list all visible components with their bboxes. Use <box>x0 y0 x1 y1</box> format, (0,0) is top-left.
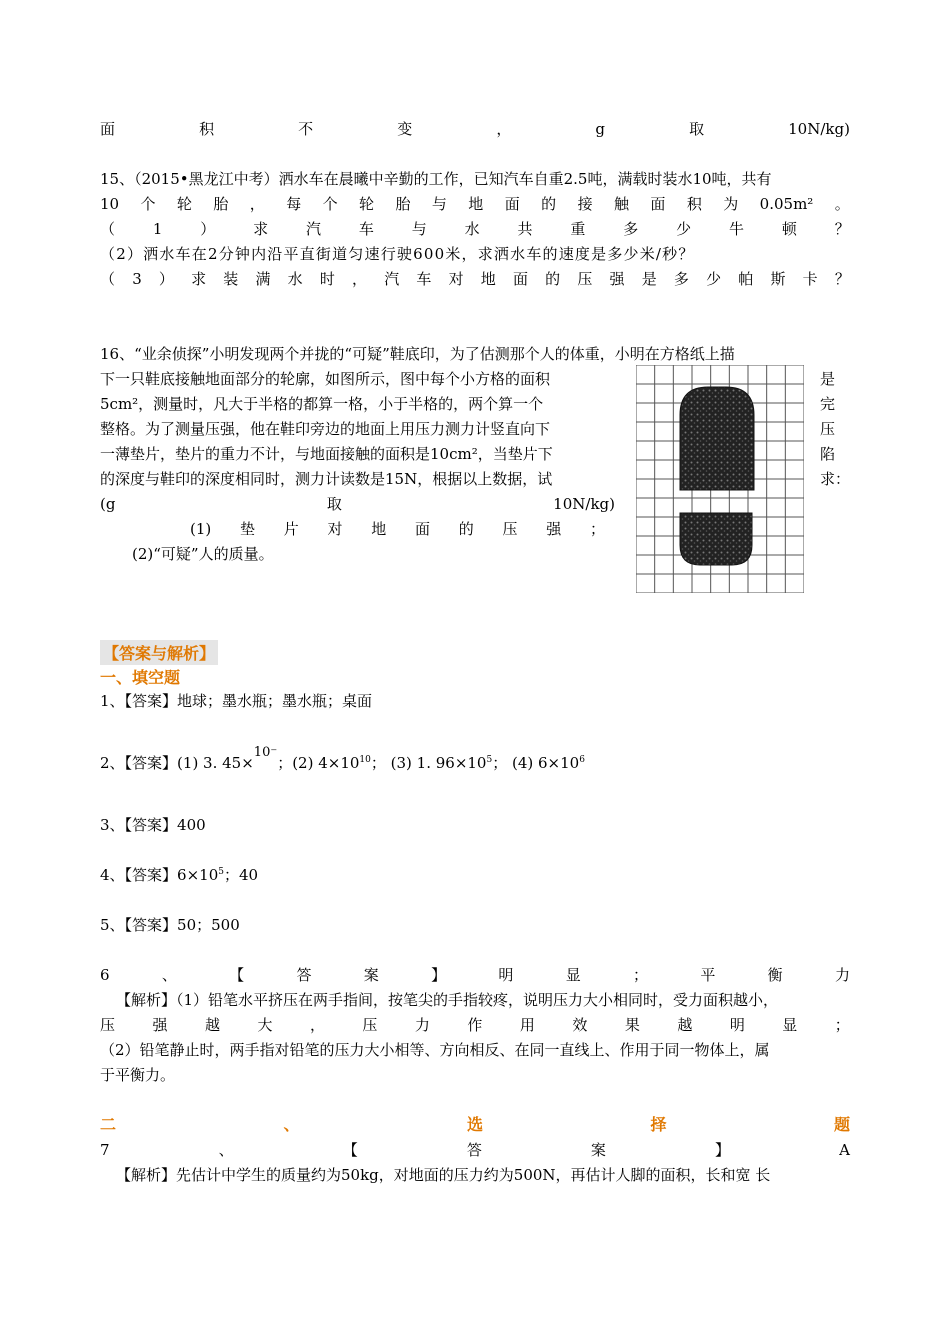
q16-sub1-token: 的 <box>458 520 474 538</box>
q15-line5-token: （ <box>100 270 116 288</box>
q15-line5 <box>100 269 850 289</box>
section2-token: 选 <box>466 1115 483 1134</box>
q15-line2-token: 积 <box>686 195 702 213</box>
q15-line4: （2）洒水车在2分钟内沿平直街道匀速行驶600米，求洒水车的速度是多少米/秒？ <box>100 245 695 263</box>
q16-sub1-token: 垫 <box>239 520 255 538</box>
q16-sub1 <box>190 519 605 539</box>
q16-g-token: 取 <box>326 495 342 513</box>
answer-6-explain-2-token: 强 <box>152 1016 168 1034</box>
q15-line2-token: 与 <box>431 195 447 213</box>
answer-6-token: 案 <box>363 966 379 984</box>
q15-line2-token: 轮 <box>176 195 192 213</box>
answer-6-explain-2-token: 显 <box>782 1016 798 1034</box>
answer-3: 3、【答案】400 <box>100 816 206 834</box>
q15-line5-token: 满 <box>255 270 271 288</box>
q15-line5-token: 车 <box>416 270 432 288</box>
q15-line5-token: 地 <box>480 270 496 288</box>
q16-row-left: 整格。为了测量压强，他在鞋印旁边的地面上用压力测力计竖直向下 <box>100 420 551 438</box>
section2-token: 二 <box>100 1115 117 1134</box>
q15-line2-token: 每 <box>286 195 302 213</box>
answer-6-explain-4: 于平衡力。 <box>100 1066 176 1084</box>
answer-7-token: 】 <box>715 1141 731 1159</box>
q15-line2-token: 地 <box>468 195 484 213</box>
q15-line2 <box>100 194 850 214</box>
q16-row-left: 的深度与鞋印的深度相同时，测力计读数是15N，根据以上数据，试 <box>100 470 553 488</box>
answer-6-explain-2-token: 明 <box>729 1016 745 1034</box>
answer-2: 2、【答案】(1) 3. 45×10⁻；(2) $4\times 10^{10}$； (3) 1. $96\times 10^5$； (4) $6\times 10^6$ <box>100 745 585 772</box>
q15-line3-token: ） <box>200 220 216 238</box>
q16-g-token: 10N/kg) <box>553 495 615 513</box>
q15-line2-token: ， <box>249 195 265 213</box>
answer-6-explain-2-token: 效 <box>572 1016 588 1034</box>
answer-6-token: 力 <box>834 966 850 984</box>
shoe-print-upper <box>680 387 754 490</box>
q16-line1: 16、“业余侦探”小明发现两个并拢的“可疑”鞋底印，为了估测那个人的体重，小明在方格纸上描 <box>100 345 735 363</box>
answer-7-line <box>100 1140 850 1160</box>
q15-line3-token: （ <box>100 220 116 238</box>
answer-6-explain-2-token: 力 <box>414 1016 430 1034</box>
q15-line2-token: 胎 <box>395 195 411 213</box>
q15-line3-token: 1 <box>152 220 163 238</box>
answer-6-explain-2-token: 压 <box>100 1016 116 1034</box>
answer-6-explain-2-token: 大 <box>257 1016 273 1034</box>
q15-line5-token: 求 <box>191 270 207 288</box>
q15-line5-token: 压 <box>577 270 593 288</box>
answer-6-explain-3: （2）铅笔静止时，两手指对铅笔的压力大小相等、方向相反、在同一直线上、作用于同一物体上，属 <box>100 1041 770 1059</box>
answer-6-explain-2-token: ， <box>309 1016 325 1034</box>
q15-line2-token: 面 <box>650 195 666 213</box>
q15-line2-token: 0.05m² <box>759 195 814 213</box>
q15-line5-token: 时 <box>319 270 335 288</box>
answer-6-explain-2-token: 越 <box>204 1016 220 1034</box>
q16-g-token: (g <box>100 495 116 513</box>
q15-line2-token: 接 <box>577 195 593 213</box>
q15-line3-token: 车 <box>358 220 374 238</box>
q16-sub1-token: (1) <box>190 520 212 538</box>
answer-6-token: 【 <box>229 966 245 984</box>
answer-6-token: 、 <box>161 966 177 984</box>
q16-sub1-token: ； <box>589 520 605 538</box>
answer-6-explain-2-token: 果 <box>624 1016 640 1034</box>
top-line <box>100 119 850 139</box>
q16-sub1-token: 地 <box>371 520 387 538</box>
q15-line5-token: ？ <box>834 270 850 288</box>
q15-line5-token: ） <box>158 270 174 288</box>
q15-line5-token: 斯 <box>770 270 786 288</box>
q15-line1: 15、（2015•黑龙江中考）洒水车在晨曦中辛勤的工作，已知汽车自重2.5吨，满载时装水10吨，共有 <box>100 170 772 188</box>
q15-line5-token: 的 <box>545 270 561 288</box>
answer-6-token: 6 <box>100 966 110 984</box>
answer-7-token: A <box>839 1141 850 1159</box>
top-line-token: 取 <box>689 120 705 138</box>
q15-line3-token: ？ <box>834 220 850 238</box>
q15-line3-token: 与 <box>411 220 427 238</box>
q15-line2-token: 胎 <box>213 195 229 213</box>
shoe-print-lower <box>680 513 752 565</box>
section2-token: 、 <box>283 1115 300 1134</box>
q16-sub1-token: 面 <box>414 520 430 538</box>
q15-line3-token: 牛 <box>729 220 745 238</box>
top-line-token: g <box>595 120 605 138</box>
answer-6-token: 显 <box>565 966 581 984</box>
answer-6-explain-2 <box>100 1015 850 1035</box>
q15-line2-token: 为 <box>723 195 739 213</box>
answer-6-explain-2-token: 作 <box>467 1016 483 1034</box>
answer-4: 4、【答案】$6\times 10^5$；40 <box>100 866 259 884</box>
answer-6-explain-2-token: 越 <box>677 1016 693 1034</box>
answer-6-token: 答 <box>296 966 312 984</box>
q16-row-left: 下一只鞋底接触地面部分的轮廓，如图所示，图中每个小方格的面积 <box>100 370 551 388</box>
answer-6-explain-2-token: 压 <box>362 1016 378 1034</box>
q16-row-left: 5cm²，测量时，凡大于半格的都算一格，小于半格的，两个算一个 <box>100 395 544 413</box>
answer-6-token: ； <box>633 966 649 984</box>
answer-section-tag: 【答案与解析】 <box>100 640 218 665</box>
top-line-token: 不 <box>298 120 314 138</box>
answer-7-explain: 【解析】先估计中学生的质量约为50kg，对地面的压力约为500N，再估计人脚的面积，长和宽 长 <box>116 1166 771 1184</box>
q15-line5-token: 3 <box>132 270 142 288</box>
q15-line5-token: 多 <box>673 270 689 288</box>
answer-5: 5、【答案】50；500 <box>100 916 240 934</box>
q16-row-right: 完 <box>820 395 836 413</box>
q15-line3 <box>100 219 850 239</box>
q16-row-right: 求： <box>820 470 851 488</box>
q16-row-right: 是 <box>820 370 836 388</box>
answer-6-token: 】 <box>431 966 447 984</box>
q16-sub1-token: 强 <box>546 520 562 538</box>
q15-line5-token: ， <box>352 270 368 288</box>
q16-sub1-token: 片 <box>283 520 299 538</box>
q15-line3-token: 汽 <box>306 220 322 238</box>
q16-sub1-token: 压 <box>502 520 518 538</box>
q16-sub1-token: 对 <box>327 520 343 538</box>
top-line-token: 面 <box>100 120 116 138</box>
top-line-token: ， <box>496 120 512 138</box>
q15-line3-token: 多 <box>623 220 639 238</box>
answer-6-token: 平 <box>700 966 716 984</box>
q15-line2-token: 面 <box>504 195 520 213</box>
answer-6-explain-1: 【解析】（1）铅笔水平挤压在两手指间，按笔尖的手指较疼，说明压力大小相同时，受力面积越小， <box>116 991 779 1009</box>
section2-heading <box>100 1115 850 1135</box>
answer-6-explain-2-token: 用 <box>519 1016 535 1034</box>
answer-7-token: 【 <box>342 1141 358 1159</box>
top-line-token: 10N/kg) <box>788 120 850 138</box>
answer-6-token: 明 <box>498 966 514 984</box>
q15-line2-token: 。 <box>834 195 850 213</box>
q15-line3-token: 求 <box>253 220 269 238</box>
q15-line5-token: 帕 <box>738 270 754 288</box>
q15-line5-token: 装 <box>223 270 239 288</box>
q15-line5-token: 对 <box>448 270 464 288</box>
q16-row-left: 一薄垫片，垫片的重力不计，与地面接触的面积是10cm²，当垫片下 <box>100 445 553 463</box>
shoe-print-grid-figure <box>636 365 804 593</box>
q15-line2-token: 的 <box>541 195 557 213</box>
answer-1: 1、【答案】地球；墨水瓶；墨水瓶；桌面 <box>100 692 373 710</box>
answer-7-token: 答 <box>466 1141 482 1159</box>
q15-line5-token: 面 <box>512 270 528 288</box>
q16-g-line <box>100 494 615 514</box>
q15-line5-token: 少 <box>706 270 722 288</box>
q15-line2-token: 个 <box>140 195 156 213</box>
answer-7-token: 案 <box>590 1141 606 1159</box>
section2-token: 择 <box>650 1115 667 1134</box>
section1-heading: 一、填空题 <box>100 668 181 687</box>
top-line-token: 变 <box>397 120 413 138</box>
q15-line2-token: 个 <box>322 195 338 213</box>
q15-line5-token: 强 <box>609 270 625 288</box>
q15-line2-token: 10 <box>100 195 120 213</box>
q15-line3-token: 水 <box>464 220 480 238</box>
q15-line3-token: 重 <box>570 220 586 238</box>
q15-line5-token: 卡 <box>802 270 818 288</box>
answer-6-line <box>100 965 850 985</box>
answer-7-token: 、 <box>218 1141 234 1159</box>
q15-line3-token: 少 <box>676 220 692 238</box>
q15-line5-token: 水 <box>287 270 303 288</box>
q16-sub2: (2)“可疑”人的质量。 <box>132 545 274 563</box>
q16-row-right: 压 <box>820 420 836 438</box>
q15-line5-token: 是 <box>641 270 657 288</box>
q16-row-right: 陷 <box>820 445 836 463</box>
q15-line3-token: 顿 <box>781 220 797 238</box>
top-line-token: 积 <box>199 120 215 138</box>
answer-7-token: 7 <box>100 1141 110 1159</box>
q15-line5-token: 汽 <box>384 270 400 288</box>
section2-token: 题 <box>833 1115 850 1134</box>
answer-6-token: 衡 <box>767 966 783 984</box>
q15-line2-token: 轮 <box>359 195 375 213</box>
q15-line2-token: 触 <box>613 195 629 213</box>
answer-2-exp: 10⁻ <box>253 745 278 760</box>
q15-line3-token: 共 <box>517 220 533 238</box>
answer-6-explain-2-token: ； <box>834 1016 850 1034</box>
